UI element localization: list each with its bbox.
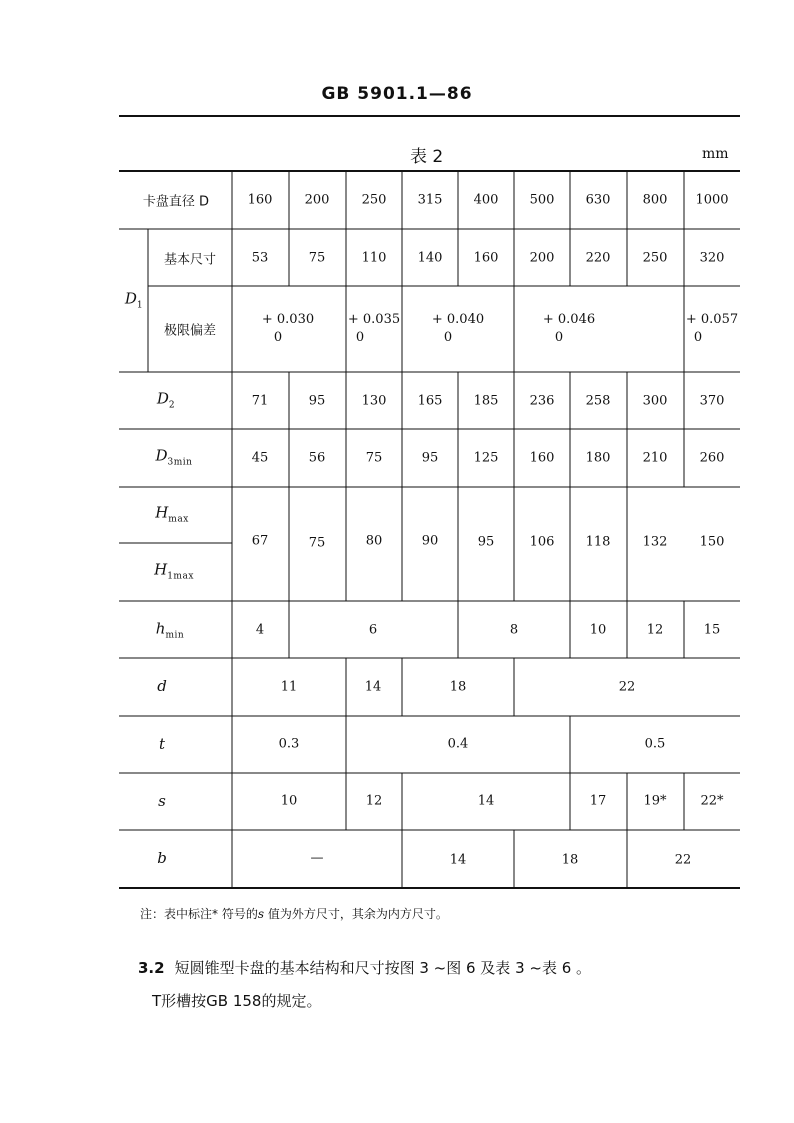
d2-cell: 165 — [417, 393, 443, 409]
d3min-cell: 260 — [699, 450, 725, 466]
d2-cell: 258 — [585, 393, 611, 409]
s-cell: 22* — [700, 793, 724, 809]
d2-cell: 185 — [473, 393, 499, 409]
diameter-cell: 1000 — [695, 192, 729, 208]
b-cell: — — [310, 850, 324, 866]
d2-cell: 71 — [251, 393, 269, 409]
hmax-cell: 106 — [529, 534, 555, 550]
table-unit: mm — [702, 146, 729, 162]
d2-cell: 300 — [642, 393, 668, 409]
d2-cell: 95 — [308, 393, 326, 409]
diameter-label: 卡盘直径 D — [142, 194, 210, 210]
section-paragraph-line2: T形槽按GB 158的规定。 — [152, 992, 322, 1010]
hmin-cell: 4 — [255, 622, 265, 638]
hmax-cell: 90 — [421, 533, 439, 549]
d3min-symbol: $D_{3min}$ — [155, 446, 193, 468]
d-cell: 22 — [618, 679, 636, 695]
limit-deviation-cell: + 0.035 0 — [347, 312, 401, 345]
hmax-cell: 80 — [365, 533, 383, 549]
section-paragraph: 3.2 短圆锥型卡盘的基本结构和尺寸按图 3 ~图 6 及表 3 ~表 6 。 — [138, 959, 592, 977]
d3min-cell: 75 — [365, 450, 383, 466]
table-footnote: 注：表中标注* 符号的s 值为外方尺寸，其余为内方尺寸。 — [140, 907, 448, 921]
d3min-cell: 180 — [585, 450, 611, 466]
d3min-cell: 45 — [251, 450, 269, 466]
diameter-cell: 200 — [304, 192, 330, 208]
diameter-cell: 630 — [585, 192, 611, 208]
hmax-symbol: $H_{max}$ — [155, 503, 189, 525]
d2-cell: 370 — [699, 393, 725, 409]
diameter-cell: 500 — [529, 192, 555, 208]
basic-size-cell: 110 — [361, 250, 387, 266]
basic-size-cell: 160 — [473, 250, 499, 266]
t-cell: 0.4 — [447, 736, 469, 752]
hmax-cell: 95 — [477, 534, 495, 550]
d-cell: 18 — [449, 679, 467, 695]
basic-size-cell: 320 — [699, 250, 725, 266]
diameter-cell: 400 — [473, 192, 499, 208]
hmin-cell: 10 — [589, 622, 607, 638]
basic-size-label: 基本尺寸 — [163, 252, 217, 268]
t-symbol: t — [158, 735, 166, 753]
limit-deviation-cell: + 0.030 0 — [261, 312, 315, 345]
b-cell: 22 — [674, 852, 692, 868]
d-cell: 11 — [280, 679, 298, 695]
d2-cell: 236 — [529, 393, 555, 409]
hmax-cell: 67 — [251, 533, 269, 549]
s-cell: 12 — [365, 793, 383, 809]
limit-deviation-cell: + 0.046 0 — [542, 312, 596, 345]
d2-cell: 130 — [361, 393, 387, 409]
basic-size-cell: 75 — [308, 250, 326, 266]
basic-size-cell: 250 — [642, 250, 668, 266]
diameter-cell: 315 — [417, 192, 443, 208]
d2-symbol: $D_2$ — [156, 389, 176, 411]
s-cell: 17 — [589, 793, 607, 809]
diameter-cell: 160 — [247, 192, 273, 208]
hmax-cell: 118 — [585, 534, 611, 550]
d3min-cell: 160 — [529, 450, 555, 466]
hmin-cell: 15 — [703, 622, 721, 638]
basic-size-cell: 220 — [585, 250, 611, 266]
document-code: GB 5901.1—86 — [321, 84, 473, 104]
s-symbol: s — [158, 792, 166, 810]
t-cell: 0.3 — [278, 736, 300, 752]
limit-deviation-cell: + 0.057 0 — [685, 312, 739, 345]
diameter-cell: 250 — [361, 192, 387, 208]
d1-symbol: $D_1$ — [124, 289, 144, 311]
h1max-symbol: $H_{1max}$ — [154, 560, 194, 582]
d3min-cell: 210 — [642, 450, 668, 466]
t-cell: 0.5 — [644, 736, 666, 752]
d-symbol: d — [157, 677, 167, 695]
hmin-cell: 12 — [646, 622, 664, 638]
d3min-cell: 125 — [473, 450, 499, 466]
diameter-cell: 800 — [642, 192, 668, 208]
d-cell: 14 — [364, 679, 382, 695]
section-number: 3.2 — [138, 959, 165, 977]
s-cell: 19* — [643, 793, 667, 809]
basic-size-cell: 53 — [251, 250, 269, 266]
d3min-cell: 56 — [308, 450, 326, 466]
basic-size-cell: 140 — [417, 250, 443, 266]
limit-deviation-label: 极限偏差 — [163, 323, 217, 339]
hmin-cell: 6 — [368, 622, 378, 638]
hmin-cell: 8 — [509, 622, 519, 638]
hmax-cell: 75 — [308, 535, 326, 551]
hmax-cell: 150 — [699, 534, 725, 550]
b-symbol: b — [157, 849, 167, 867]
table-title: 表 2 — [410, 147, 444, 167]
hmax-cell: 132 — [642, 534, 668, 550]
d3min-cell: 95 — [421, 450, 439, 466]
limit-deviation-cell: + 0.040 0 — [431, 312, 485, 345]
hmin-symbol: $h_{min}$ — [155, 619, 185, 641]
s-cell: 10 — [280, 793, 298, 809]
b-cell: 14 — [449, 852, 467, 868]
s-cell: 14 — [477, 793, 495, 809]
basic-size-cell: 200 — [529, 250, 555, 266]
b-cell: 18 — [561, 852, 579, 868]
